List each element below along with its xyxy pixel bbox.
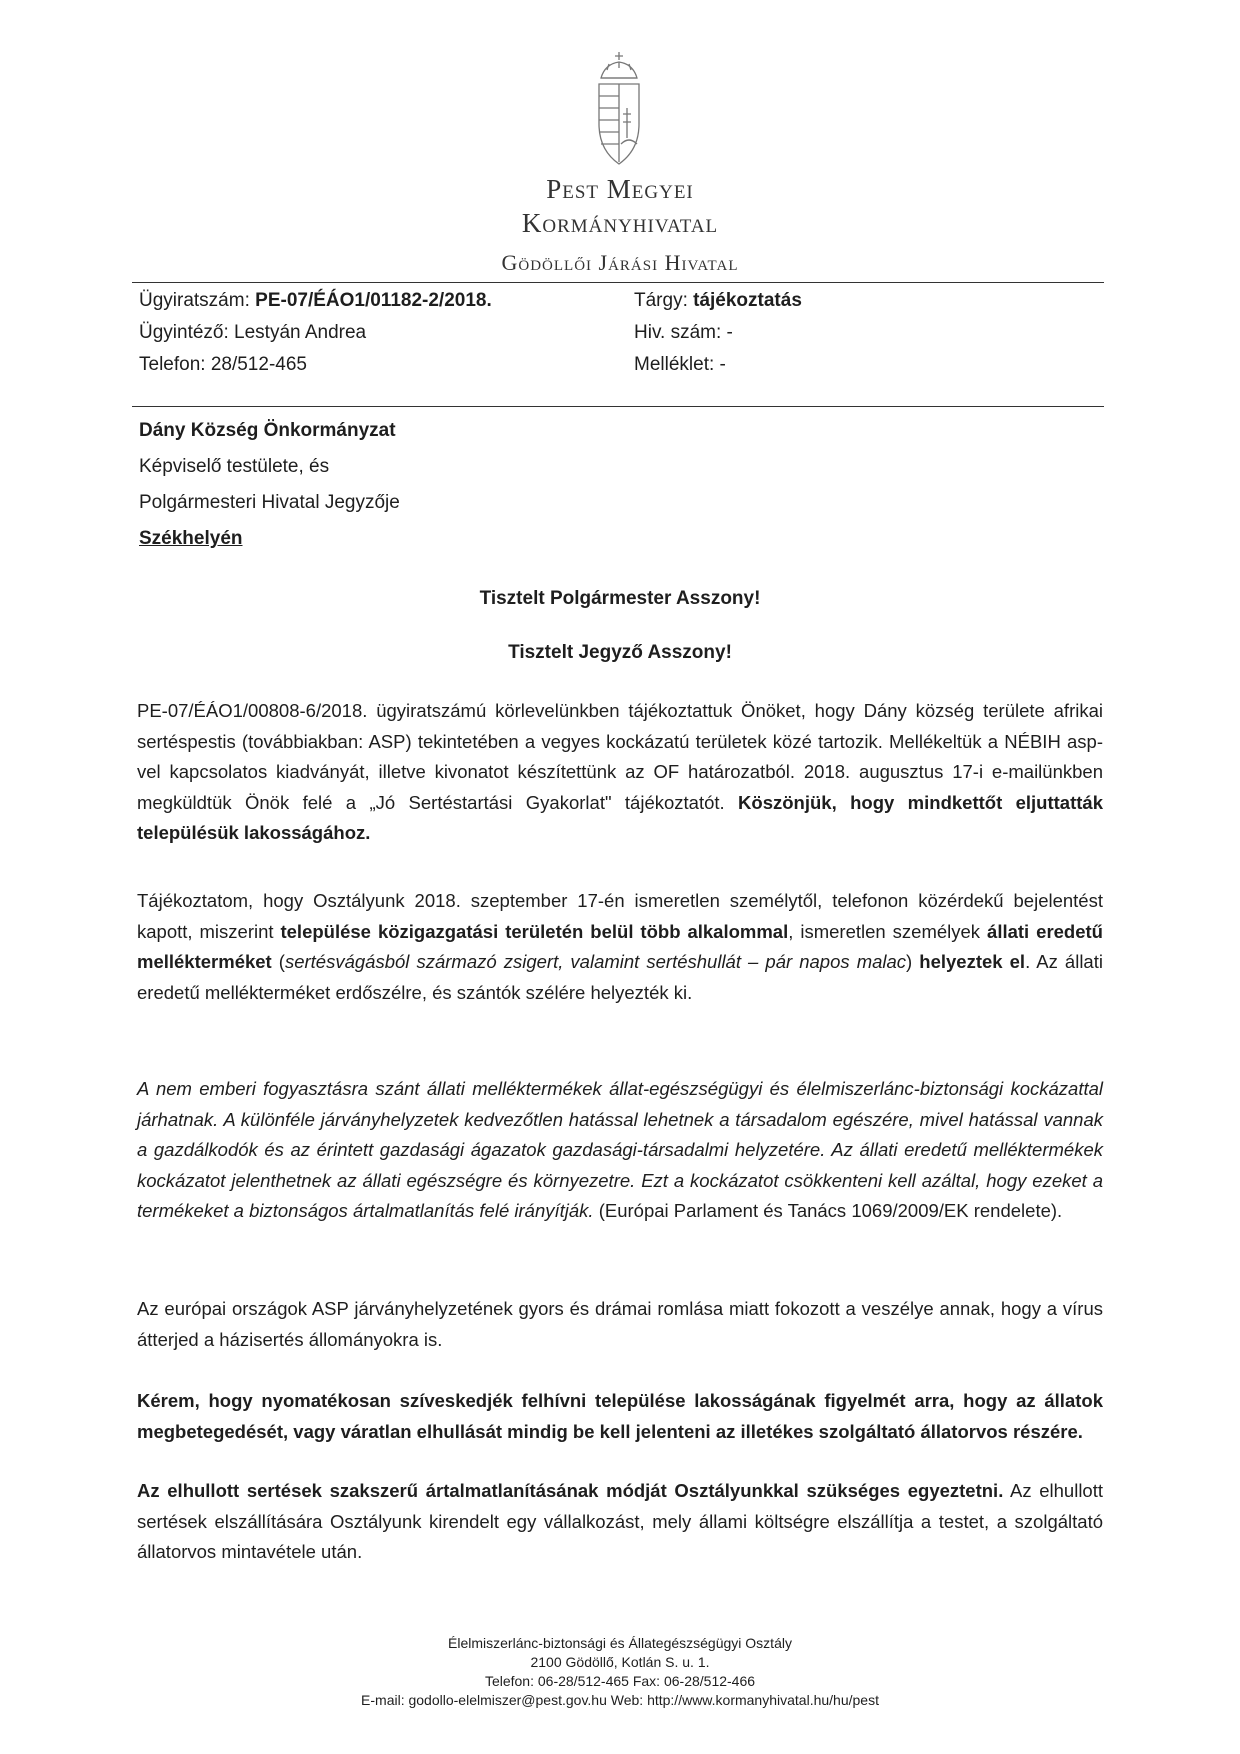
footer-phone-fax: Telefon: 06-28/512-465 Fax: 06-28/512-466 — [484, 1673, 756, 1689]
paragraph-2: Tájékoztatom, hogy Osztályunk 2018. szeptember 17-én ismeretlen személytől, telefonon közérdekű bejelentést kapott, miszerint települése közigazgatási területén belül több alkalommal, ismeretlen személyek állati eredetű mellékterméket (sertésvágásból származó zsigert, valamint sertéshullát – pár napos malac) helyeztek el. Az állati eredetű mellékterméket erdőszélre, és szántók szélére helyezték ki. — [137, 890, 1103, 1003]
org-name-line2: Kormányhivatal — [521, 208, 719, 238]
phone-number: Telefon: 28/512-465 — [139, 354, 307, 375]
header-rule — [132, 282, 1104, 283]
meta-rule — [132, 406, 1104, 407]
salutation-notary: Tisztelt Jegyző Asszony! — [508, 642, 732, 663]
attachment: Melléklet: - — [634, 354, 726, 375]
paragraph-3: A nem emberi fogyasztásra szánt állati melléktermékek állat-egészségügyi és élelmiszerlánc-biztonsági kockázattal járhatnak. A különféle járványhelyzetek kedvezőtlen hatással lehetnek a társadalom egészére, mivel hatással vannak a gazdálkodók és az érintett gazdasági ágazatok gazdasági-társadalmi helyzetére. Az állati eredetű melléktermékek kockázatot jelenthetnek az állati egészségre és környezetre. Ezt a kockázatot csökkenteni kell azáltal, hogy ezeket a termékeket a biztonságos ártalmatlanítás felé irányítják. (Európai Parlament és Tanács 1069/2009/EK rendelete). — [137, 1078, 1103, 1221]
paragraph-5: Kérem, hogy nyomatékosan szíveskedjék felhívni települése lakosságának figyelmét arra, hogy az állatok megbetegedését, vagy váratlan elhullását mindig be kell jelenteni az illetékes szolgáltató állatorvos részére. — [137, 1390, 1103, 1442]
case-number: Ügyiratszám: PE-07/ÉÁO1/01182-2/2018. — [139, 290, 492, 311]
recipient-line4: Székhelyén — [139, 528, 243, 549]
paragraph-6: Az elhullott sertések szakszerű ártalmatlanításának módját Osztályunkkal szükséges egyeztetni. Az elhullott sertések elszállítására Osztályunk kirendelt egy vállalkozást, mely állami költségre elszállítja a testet, a szolgáltató állatorvos mintavétele után. — [137, 1480, 1103, 1562]
salutation-mayor: Tisztelt Polgármester Asszony! — [479, 588, 761, 609]
paragraph-1: PE-07/ÉÁO1/00808-6/2018. ügyiratszámú körlevelünkben tájékoztattuk Önöket, hogy Dány község területe afrikai sertéspestis (továbbiakban: ASP) tekintetében a vegyes kockázatú területek közé tartozik. Mellékeltük a NÉBIH asp-vel kapcsolatos kiadványát, illetve kivonatot készítettünk az OF határozatból. 2018. augusztus 17-i e-mailünkben megküldtük Önök felé a „Jó Sertéstartási Gyakorlat" tájékoztatót. Köszönjük, hogy mindkettőt eljuttatták településük lakosságához. — [137, 700, 1103, 843]
org-name-line1: Pest Megyei — [546, 174, 694, 204]
reference-number: Hiv. szám: - — [634, 322, 733, 343]
recipient-line3: Polgármesteri Hivatal Jegyzője — [139, 492, 400, 513]
footer-contact: E-mail: godollo-elelmiszer@pest.gov.hu Web: http://www.kormanyhivatal.hu/hu/pest — [361, 1692, 879, 1708]
officer-name: Ügyintéző: Lestyán Andrea — [139, 322, 367, 343]
footer-address: 2100 Gödöllő, Kotlán S. u. 1. — [530, 1654, 710, 1670]
coat-of-arms-icon — [587, 48, 651, 172]
recipient-line1: Dány Község Önkormányzat — [139, 420, 396, 441]
footer-department: Élelmiszerlánc-biztonsági és Állategészségügyi Osztály — [448, 1635, 792, 1651]
org-name-line3: Gödöllői Járási Hivatal — [501, 250, 739, 275]
paragraph-4: Az európai országok ASP járványhelyzetének gyors és drámai romlása miatt fokozott a veszélye annak, hogy a vírus átterjed a házisertés állományokra is. — [137, 1298, 1103, 1350]
recipient-line2: Képviselő testülete, és — [139, 456, 330, 477]
subject: Tárgy: tájékoztatás — [634, 290, 802, 311]
